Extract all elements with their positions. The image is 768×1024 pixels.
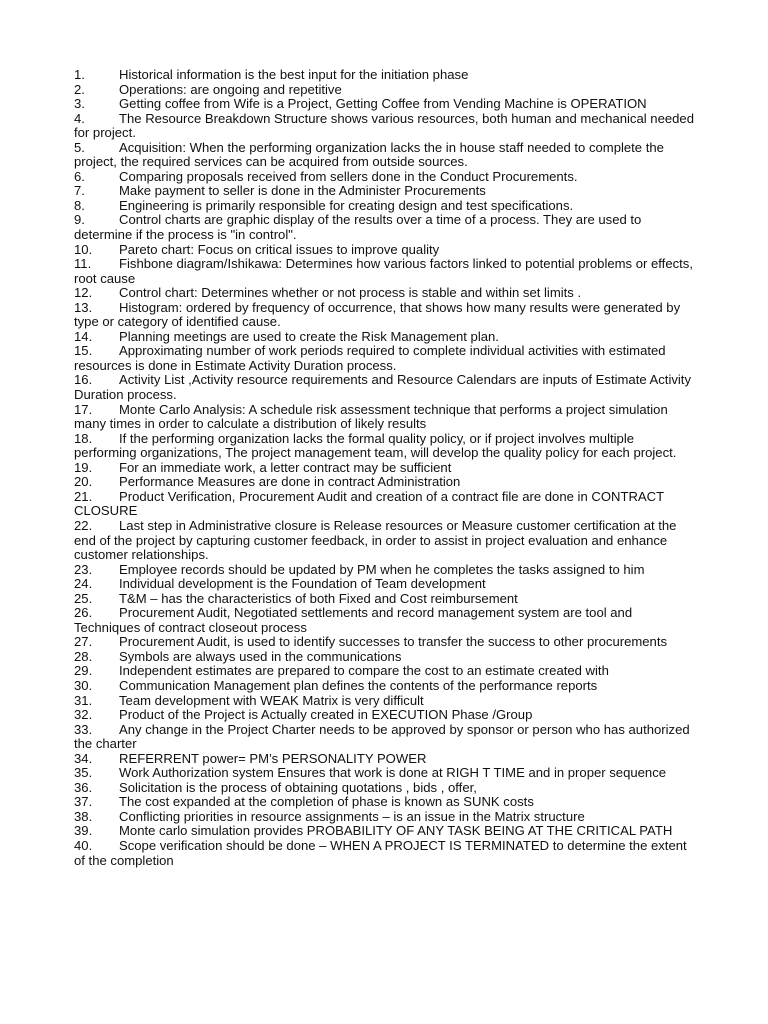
list-item bbox=[74, 795, 696, 810]
item-number: 26. bbox=[74, 605, 93, 621]
list-item bbox=[74, 766, 696, 781]
item-text: Getting coffee from Wife is a Project, Getting Coffee from Vending Machine is OPERATION bbox=[119, 96, 647, 112]
item-text: Engineering is primarily responsible for creating design and test specifications. bbox=[119, 197, 574, 213]
item-number: 13. bbox=[74, 299, 93, 315]
item-text: Any change in the Project Charter needs to be approved by sponsor or person who has authorized the charter bbox=[74, 721, 690, 752]
item-text: Symbols are always used in the communications bbox=[119, 648, 402, 664]
item-number: 23. bbox=[74, 561, 93, 577]
item-text: Product of the Project is Actually created in EXECUTION Phase /Group bbox=[119, 707, 533, 723]
item-number: 39. bbox=[74, 823, 93, 839]
document-page bbox=[74, 68, 696, 868]
item-number: 24. bbox=[74, 576, 93, 592]
item-number: 4. bbox=[74, 110, 85, 126]
item-text: Monte carlo simulation provides PROBABILITY OF ANY TASK BEING AT THE CRITICAL PATH bbox=[119, 823, 673, 839]
list-item bbox=[74, 373, 696, 402]
list-item bbox=[74, 286, 696, 301]
item-text: T&M – has the characteristics of both Fixed and Cost reimbursement bbox=[119, 590, 518, 606]
list-item bbox=[74, 635, 696, 650]
item-number: 29. bbox=[74, 663, 93, 679]
item-text: Procurement Audit, Negotiated settlements and record management system are tool and Techniques of contract closeout process bbox=[74, 605, 633, 635]
item-text: The Resource Breakdown Structure shows various resources, both human and mechanical needed for project. bbox=[74, 110, 694, 141]
list-item bbox=[74, 432, 696, 461]
item-number: 37. bbox=[74, 794, 93, 810]
item-text: Pareto chart: Focus on critical issues to improve quality bbox=[119, 241, 440, 257]
item-text: If the performing organization lacks the formal quality policy, or if project involves multiple performing organizations, The project management team, will develop the quality policy for each project. bbox=[74, 430, 677, 461]
item-number: 22. bbox=[74, 517, 93, 533]
list-item bbox=[74, 68, 696, 83]
item-text: Performance Measures are done in contract Administration bbox=[119, 474, 461, 490]
list-item bbox=[74, 490, 696, 519]
list-item bbox=[74, 112, 696, 141]
list-item bbox=[74, 563, 696, 578]
list-item bbox=[74, 184, 696, 199]
item-number: 32. bbox=[74, 707, 93, 723]
item-number: 9. bbox=[74, 212, 85, 228]
list-item bbox=[74, 694, 696, 709]
item-text: Fishbone diagram/Ishikawa: Determines how various factors linked to potential problems or effects, root cause bbox=[74, 256, 693, 286]
item-number: 5. bbox=[74, 139, 85, 155]
item-number: 27. bbox=[74, 634, 93, 650]
item-text: Individual development is the Foundation of Team development bbox=[119, 576, 486, 592]
list-item bbox=[74, 664, 696, 679]
item-text: Solicitation is the process of obtaining quotations , bids , offer, bbox=[119, 779, 477, 795]
item-text: Work Authorization system Ensures that work is done at RIGH T TIME and in proper sequence bbox=[119, 765, 667, 781]
list-item bbox=[74, 592, 696, 607]
list-item bbox=[74, 301, 696, 330]
item-text: Approximating number of work periods required to complete individual activities with estimated resources is done in Estimate Activity Duration process. bbox=[74, 343, 666, 373]
item-number: 16. bbox=[74, 372, 93, 388]
item-text: Employee records should be updated by PM when he completes the tasks assigned to him bbox=[119, 561, 645, 577]
list-item bbox=[74, 824, 696, 839]
item-text: The cost expanded at the completion of phase is known as SUNK costs bbox=[119, 794, 534, 810]
list-item bbox=[74, 577, 696, 592]
item-text: Make payment to seller is done in the Administer Procurements bbox=[119, 183, 486, 199]
list-item bbox=[74, 199, 696, 214]
item-number: 2. bbox=[74, 81, 85, 97]
item-text: Monte Carlo Analysis: A schedule risk assessment technique that performs a project simulation many times in order to calculate a distribution of likely results bbox=[74, 401, 668, 432]
list-item bbox=[74, 83, 696, 98]
item-number: 14. bbox=[74, 328, 93, 344]
item-text: Acquisition: When the performing organization lacks the in house staff needed to complete the project, the required services can be acquired from outside sources. bbox=[74, 139, 664, 170]
item-number: 15. bbox=[74, 343, 93, 359]
list-item bbox=[74, 170, 696, 185]
item-number: 7. bbox=[74, 183, 85, 199]
item-number: 18. bbox=[74, 430, 93, 446]
item-number: 25. bbox=[74, 590, 93, 606]
item-text: Product Verification, Procurement Audit and creation of a contract file are done in CONTRACT CLOSURE bbox=[74, 488, 664, 519]
list-item bbox=[74, 752, 696, 767]
item-number: 6. bbox=[74, 168, 85, 184]
item-text: Operations: are ongoing and repetitive bbox=[119, 81, 342, 97]
item-text: Procurement Audit, is used to identify successes to transfer the success to other procurements bbox=[119, 634, 668, 650]
item-number: 34. bbox=[74, 750, 93, 766]
item-text: Control charts are graphic display of the results over a time of a process. They are used to determine if the process is "in control". bbox=[74, 212, 642, 243]
list-item bbox=[74, 344, 696, 373]
list-item bbox=[74, 839, 696, 868]
list-item bbox=[74, 475, 696, 490]
list-item bbox=[74, 708, 696, 723]
list-item bbox=[74, 243, 696, 258]
item-text: Independent estimates are prepared to compare the cost to an estimate created with bbox=[119, 663, 609, 679]
list-item bbox=[74, 141, 696, 170]
item-text: Last step in Administrative closure is Release resources or Measure customer certification at the end of the project by capturing customer feedback, in order to assist in project evaluation and enhance customer relationships. bbox=[74, 517, 677, 563]
item-text: Planning meetings are used to create the Risk Management plan. bbox=[119, 328, 499, 344]
list-item bbox=[74, 650, 696, 665]
list-item bbox=[74, 97, 696, 112]
item-text: Communication Management plan defines the contents of the performance reports bbox=[119, 677, 598, 693]
item-number: 40. bbox=[74, 837, 93, 853]
item-number: 28. bbox=[74, 648, 93, 664]
item-number: 1. bbox=[74, 67, 85, 82]
item-number: 12. bbox=[74, 285, 93, 301]
list-item bbox=[74, 461, 696, 476]
item-number: 36. bbox=[74, 779, 93, 795]
item-text: Conflicting priorities in resource assignments – is an issue in the Matrix structure bbox=[119, 808, 585, 824]
list-item bbox=[74, 519, 696, 563]
item-text: Activity List ,Activity resource requirements and Resource Calendars are inputs of Estimate Activity Duration process. bbox=[74, 372, 691, 403]
item-number: 11. bbox=[74, 256, 92, 272]
item-text: Historical information is the best input for the initiation phase bbox=[119, 67, 469, 82]
item-number: 19. bbox=[74, 459, 93, 475]
list-item bbox=[74, 723, 696, 752]
item-text: Scope verification should be done – WHEN A PROJECT IS TERMINATED to determine the extent of the completion bbox=[74, 837, 687, 868]
item-text: Histogram: ordered by frequency of occurrence, that shows how many results were generated by type or category of identified cause. bbox=[74, 299, 681, 330]
item-number: 31. bbox=[74, 692, 93, 708]
list-item bbox=[74, 213, 696, 242]
list-item bbox=[74, 403, 696, 432]
list-item bbox=[74, 810, 696, 825]
item-number: 17. bbox=[74, 401, 93, 417]
list-item bbox=[74, 330, 696, 345]
item-text: For an immediate work, a letter contract may be sufficient bbox=[119, 459, 452, 475]
item-number: 8. bbox=[74, 197, 85, 213]
item-number: 35. bbox=[74, 765, 93, 781]
item-number: 3. bbox=[74, 96, 85, 112]
item-number: 21. bbox=[74, 488, 93, 504]
list-item bbox=[74, 257, 696, 286]
item-number: 33. bbox=[74, 721, 93, 737]
list-item bbox=[74, 781, 696, 796]
item-number: 20. bbox=[74, 474, 93, 490]
item-number: 38. bbox=[74, 808, 93, 824]
item-text: Team development with WEAK Matrix is very difficult bbox=[119, 692, 424, 708]
item-text: Control chart: Determines whether or not process is stable and within set limits . bbox=[119, 285, 582, 301]
item-text: Comparing proposals received from sellers done in the Conduct Procurements. bbox=[119, 168, 578, 184]
list-item bbox=[74, 679, 696, 694]
item-text: REFERRENT power= PM’s PERSONALITY POWER bbox=[119, 750, 427, 766]
list-item bbox=[74, 606, 696, 635]
item-number: 10. bbox=[74, 241, 93, 257]
item-number: 30. bbox=[74, 677, 93, 693]
